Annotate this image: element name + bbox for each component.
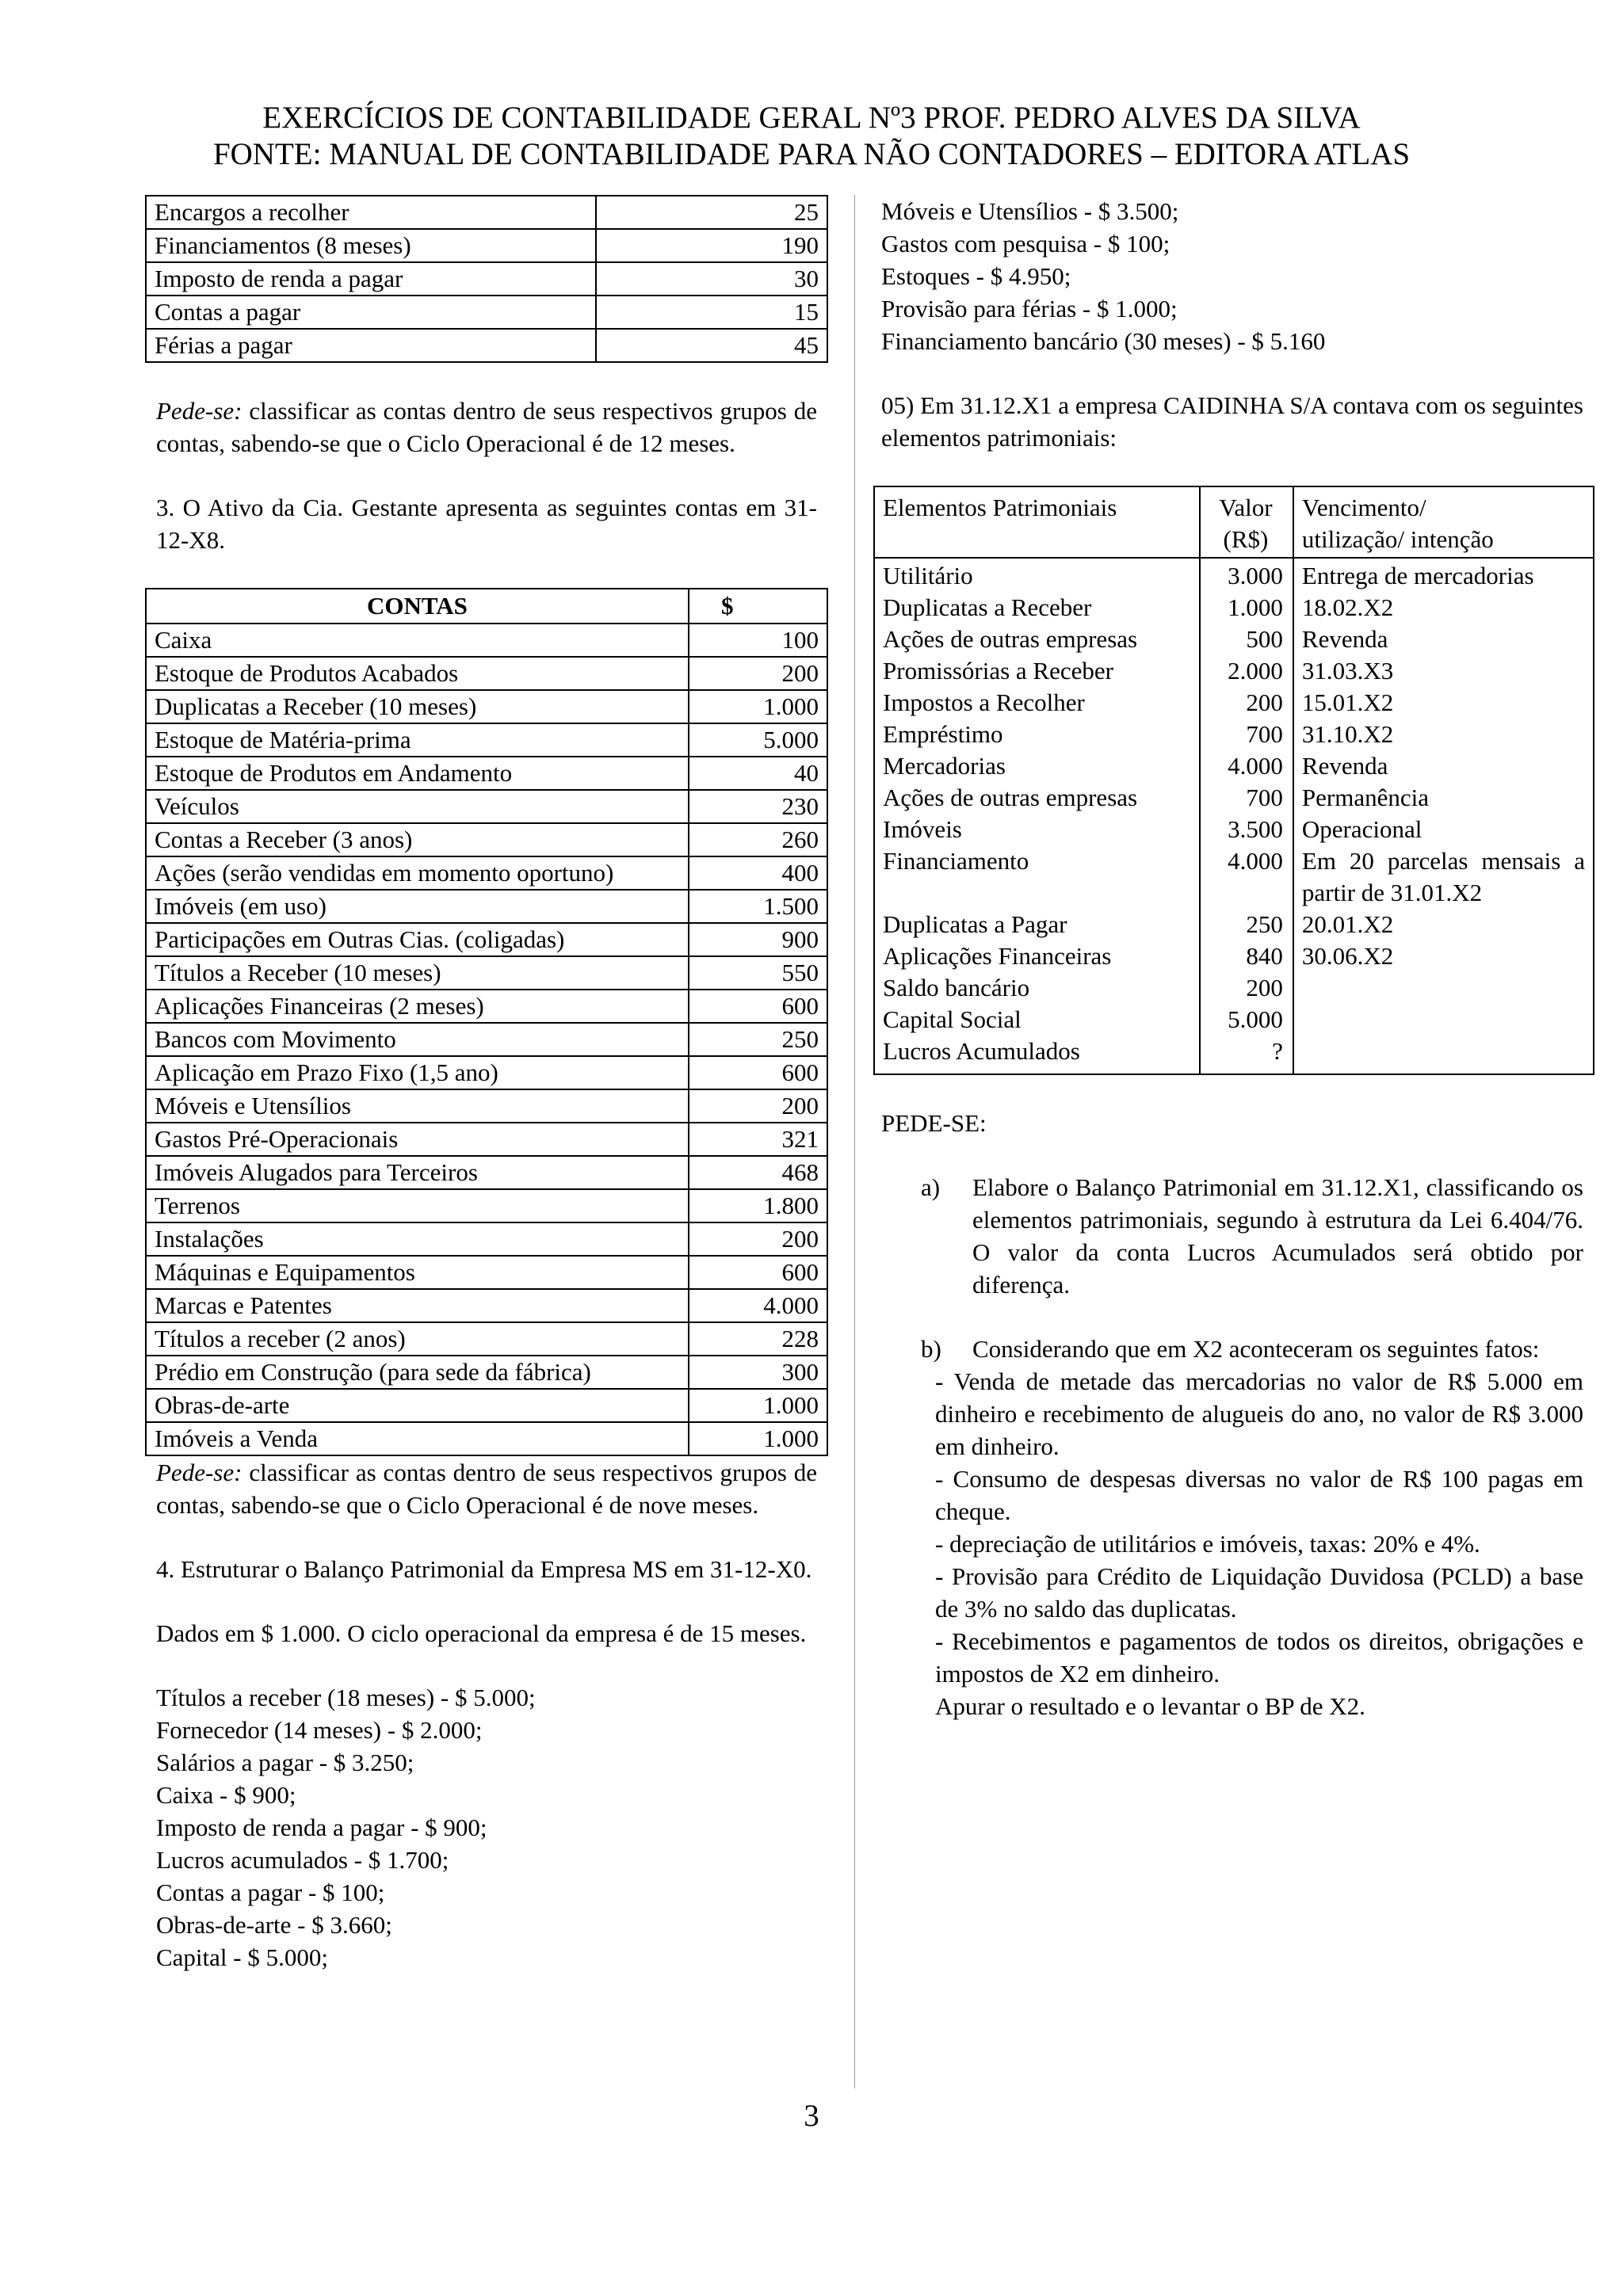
exercise-5-table bbox=[873, 486, 1594, 1075]
table-row: Capital Social 5.000 bbox=[874, 1004, 1594, 1035]
right-column bbox=[873, 195, 1594, 1722]
left-column bbox=[145, 195, 828, 1974]
table-row: Imposto de renda a pagar 30 bbox=[146, 262, 827, 296]
table-row: Estoque de Matéria-prima 5.000 bbox=[146, 723, 827, 757]
table-row: Imóveis a Venda 1.000 bbox=[146, 1422, 827, 1455]
column-header: $ bbox=[689, 589, 827, 624]
list-item: Estoques - $ 4.950; bbox=[881, 262, 1071, 290]
table-row: Duplicatas a Receber (10 meses) 1.000 bbox=[146, 690, 827, 723]
column-header: CONTAS bbox=[146, 589, 689, 624]
table-row: Financiamento 4.000 Em 20 parcelas mensais a partir de 31.01.X2 bbox=[874, 845, 1594, 909]
table-row: Férias a pagar 45 bbox=[146, 329, 827, 362]
table-header-row bbox=[146, 589, 827, 624]
fact-item: - depreciação de utilitários e imóveis, taxas: 20% e 4%. bbox=[935, 1530, 1480, 1558]
list-item: Gastos com pesquisa - $ 100; bbox=[881, 230, 1170, 257]
table-row: Terrenos 1.800 bbox=[146, 1189, 827, 1222]
table-row: Imóveis (em uso) 1.500 bbox=[146, 890, 827, 923]
table-row: Prédio em Construção (para sede da fábrica) 300 bbox=[146, 1356, 827, 1389]
fact-item: - Recebimentos e pagamentos de todos os direitos, obrigações e impostos de X2 em dinheiro. bbox=[935, 1627, 1583, 1688]
table-row: Impostos a Recolher 200 15.01.X2 bbox=[874, 687, 1594, 719]
exercise-3-table-body bbox=[146, 624, 827, 1455]
list-item: Caixa - $ 900; bbox=[156, 1781, 296, 1809]
table-row: Móveis e Utensílios 200 bbox=[146, 1089, 827, 1123]
list-item: Financiamento bancário (30 meses) - $ 5.160 bbox=[881, 327, 1326, 355]
table-row: Estoque de Produtos Acabados 200 bbox=[146, 657, 827, 690]
exercise-2-instruction: Pede-se: classificar as contas dentro de seus respectivos grupos de contas, sabendo-se que o Ciclo Operacional é de 12 meses. bbox=[156, 397, 817, 457]
table-row: Obras-de-arte 1.000 bbox=[146, 1389, 827, 1422]
column-header: Elementos Patrimoniais bbox=[874, 486, 1200, 558]
table-row: Contas a pagar 15 bbox=[146, 296, 827, 329]
header-line-1: EXERCÍCIOS DE CONTABILIDADE GERAL Nº3 PROF. PEDRO ALVES DA SILVA bbox=[262, 101, 1361, 135]
list-item: Lucros acumulados - $ 1.700; bbox=[156, 1846, 449, 1874]
table-row: Saldo bancário 200 bbox=[874, 972, 1594, 1004]
list-item: Salários a pagar - $ 3.250; bbox=[156, 1749, 414, 1776]
list-item: Obras-de-arte - $ 3.660; bbox=[156, 1911, 392, 1939]
table-header-row bbox=[874, 486, 1594, 558]
table-row: Participações em Outras Cias. (coligadas) 900 bbox=[146, 923, 827, 956]
table-row: Financiamentos (8 meses) 190 bbox=[146, 229, 827, 262]
table-row: Aplicação em Prazo Fixo (1,5 ano) 600 bbox=[146, 1056, 827, 1089]
table-row: Ações de outras empresas 500 Revenda bbox=[874, 624, 1594, 655]
list-item: Contas a pagar - $ 100; bbox=[156, 1878, 385, 1906]
table-row: Mercadorias 4.000 Revenda bbox=[874, 750, 1594, 782]
question-b-facts bbox=[935, 1365, 1583, 1722]
list-item: Provisão para férias - $ 1.000; bbox=[881, 295, 1178, 322]
table-row: Duplicatas a Pagar 250 20.01.X2 bbox=[874, 909, 1594, 940]
table-row: Lucros Acumulados ? bbox=[874, 1035, 1594, 1074]
table-row: Máquinas e Equipamentos 600 bbox=[146, 1256, 827, 1289]
header-line-2: FONTE: MANUAL DE CONTABILIDADE PARA NÃO CONTADORES – EDITORA ATLAS bbox=[212, 137, 1411, 171]
question-b: b) Considerando que em X2 aconteceram os seguintes fatos: bbox=[921, 1335, 1540, 1363]
table-row: Instalações 200 bbox=[146, 1222, 827, 1256]
exercise-4-list-right bbox=[881, 195, 1583, 357]
table-row: Aplicações Financeiras 840 30.06.X2 bbox=[874, 940, 1594, 972]
table-row: Promissórias a Receber 2.000 31.03.X3 bbox=[874, 655, 1594, 687]
table-row: Aplicações Financeiras (2 meses) 600 bbox=[146, 990, 827, 1023]
list-item: Imposto de renda a pagar - $ 900; bbox=[156, 1814, 487, 1841]
table-row: Encargos a recolher 25 bbox=[146, 196, 827, 229]
page-number: 3 bbox=[804, 2099, 819, 2133]
table-row: Estoque de Produtos em Andamento 40 bbox=[146, 757, 827, 790]
fact-item: Apurar o resultado e o levantar o BP de X2. bbox=[935, 1692, 1365, 1720]
table-row: Imóveis Alugados para Terceiros 468 bbox=[146, 1156, 827, 1189]
exercise-3-table bbox=[145, 588, 828, 1456]
question-a: a) Elabore o Balanço Patrimonial em 31.12.X1, classificando os elementos patrimoniais, segundo à estrutura da Lei 6.404/76. O valor da conta Lucros Acumulados será obtido por diferença. bbox=[921, 1173, 1583, 1299]
column-header: Vencimento/ utilização/ intenção bbox=[1293, 486, 1594, 558]
exercise-2-table bbox=[145, 195, 828, 363]
exercise-4-data-note: Dados em $ 1.000. O ciclo operacional da empresa é de 15 meses. bbox=[156, 1619, 807, 1647]
table-row: Imóveis 3.500 Operacional bbox=[874, 814, 1594, 845]
table-row: Ações de outras empresas 700 Permanência bbox=[874, 782, 1594, 814]
table-row: Duplicatas a Receber 1.000 18.02.X2 bbox=[874, 592, 1594, 624]
fact-item: - Provisão para Crédito de Liquidação Duvidosa (PCLD) a base de 3% no saldo das duplicatas. bbox=[935, 1562, 1583, 1623]
exercise-5-table-body bbox=[874, 558, 1594, 1074]
column-divider bbox=[854, 195, 855, 2088]
fact-item: - Venda de metade das mercadorias no valor de R$ 5.000 em dinheiro e recebimento de alugueis do ano, no valor de R$ 3.000 em dinheiro. bbox=[935, 1367, 1583, 1460]
table-row: Gastos Pré-Operacionais 321 bbox=[146, 1123, 827, 1156]
exercise-4-intro: 4. Estruturar o Balanço Patrimonial da Empresa MS em 31-12-X0. bbox=[156, 1555, 812, 1583]
exercise-3-intro: 3. O Ativo da Cia. Gestante apresenta as seguintes contas em 31-12-X8. bbox=[156, 494, 817, 554]
exercise-4-list-left bbox=[156, 1681, 817, 1974]
table-row: Caixa 100 bbox=[146, 624, 827, 657]
table-row: Ações (serão vendidas em momento oportuno) 400 bbox=[146, 856, 827, 890]
table-row: Títulos a receber (2 anos) 228 bbox=[146, 1322, 827, 1356]
table-row: Veículos 230 bbox=[146, 790, 827, 823]
table-row: Bancos com Movimento 250 bbox=[146, 1023, 827, 1056]
list-item: Fornecedor (14 meses) - $ 2.000; bbox=[156, 1716, 483, 1744]
list-item: Capital - $ 5.000; bbox=[156, 1943, 328, 1971]
table-row: Empréstimo 700 31.10.X2 bbox=[874, 719, 1594, 750]
column-header: Valor (R$) bbox=[1200, 486, 1293, 558]
table-row: Contas a Receber (3 anos) 260 bbox=[146, 823, 827, 856]
list-item: Móveis e Utensílios - $ 3.500; bbox=[881, 197, 1179, 225]
exercise-5-intro: 05) Em 31.12.X1 a empresa CAIDINHA S/A contava com os seguintes elementos patrimoniais: bbox=[881, 391, 1583, 452]
table-row: Utilitário 3.000 Entrega de mercadorias bbox=[874, 558, 1594, 592]
exercise-3-instruction: Pede-se: classificar as contas dentro de seus respectivos grupos de contas, sabendo-se que o Ciclo Operacional é de nove meses. bbox=[156, 1459, 817, 1519]
table-row: Marcas e Patentes 4.000 bbox=[146, 1289, 827, 1322]
fact-item: - Consumo de despesas diversas no valor de R$ 100 pagas em cheque. bbox=[935, 1465, 1583, 1525]
table-row: Títulos a Receber (10 meses) 550 bbox=[146, 956, 827, 990]
list-item: Títulos a receber (18 meses) - $ 5.000; bbox=[156, 1684, 536, 1711]
exercise-5-pede-se: PEDE-SE: bbox=[881, 1109, 987, 1137]
